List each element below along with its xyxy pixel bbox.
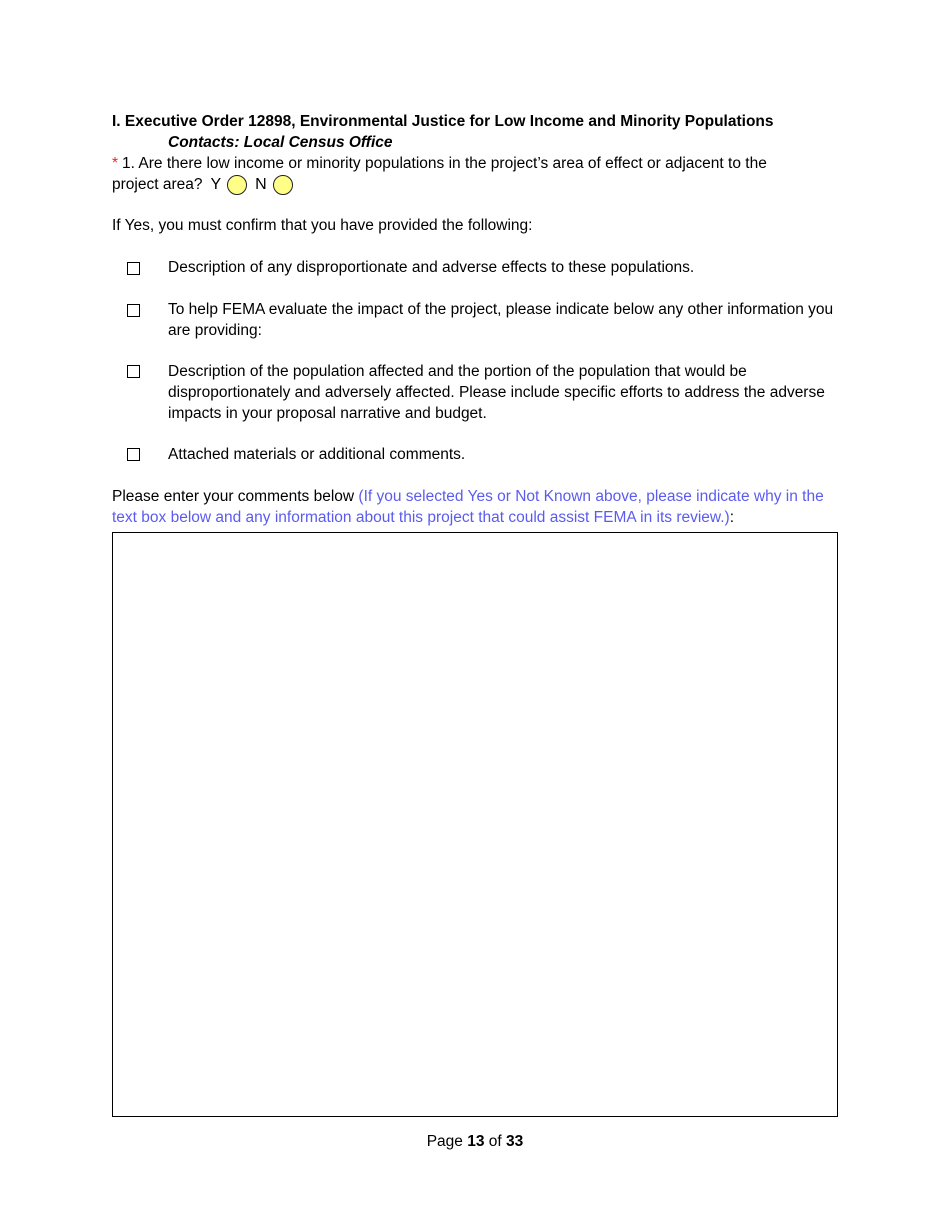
- comments-hint: (If you selected Yes or Not Known above, please indicate why in the text box below and any information about this project that could assist FEMA in its review.): [112, 488, 824, 526]
- checkbox-adverse-effects[interactable]: [127, 262, 140, 275]
- question-1-text: [112, 153, 767, 174]
- comments-label-text: Please enter your comments below: [112, 488, 355, 505]
- total-pages-number: 33: [506, 1133, 524, 1150]
- page-footer: [0, 1131, 950, 1152]
- question-1-line1: 1. Are there low income or minority populations in the project’s area of effect or adjacent to the: [122, 155, 767, 172]
- question-1-line2: project area?: [112, 176, 203, 193]
- checkbox-other-information[interactable]: [127, 304, 140, 317]
- yes-radio[interactable]: [227, 175, 247, 195]
- checklist-item-adverse-effects: Description of any disproportionate and adverse effects to these populations.: [168, 259, 695, 276]
- of-word: of: [488, 1133, 502, 1150]
- required-marker: *: [112, 155, 119, 172]
- page-word: Page: [426, 1133, 463, 1150]
- section-title: I. Executive Order 12898, Environmental Justice for Low Income and Minority Populations: [112, 113, 774, 130]
- no-label: N: [255, 176, 267, 193]
- question-1-answer-row: [112, 174, 293, 195]
- checkbox-attached-materials[interactable]: [127, 448, 140, 461]
- comments-label: [112, 486, 842, 528]
- checklist-item-other-information: To help FEMA evaluate the impact of the project, please indicate below any other information you are providing:: [168, 301, 834, 339]
- comments-textarea[interactable]: [112, 532, 838, 1117]
- if-yes-instruction: If Yes, you must confirm that you have provided the following:: [112, 217, 533, 234]
- checklist-item-population-affected: Description of the population affected and the portion of the population that would be disproportionately and adversely affected. Please include specific efforts to address the adverse impacts in your proposal narrative and budget.: [168, 363, 825, 422]
- current-page-number: 13: [467, 1133, 485, 1150]
- checklist-item-attached-materials: Attached materials or additional comments.: [168, 446, 466, 463]
- yes-label: Y: [210, 176, 222, 193]
- contacts-line: Contacts: Local Census Office: [168, 134, 393, 151]
- comments-suffix: :: [729, 509, 735, 526]
- no-radio[interactable]: [273, 175, 293, 195]
- checkbox-population-affected[interactable]: [127, 365, 140, 378]
